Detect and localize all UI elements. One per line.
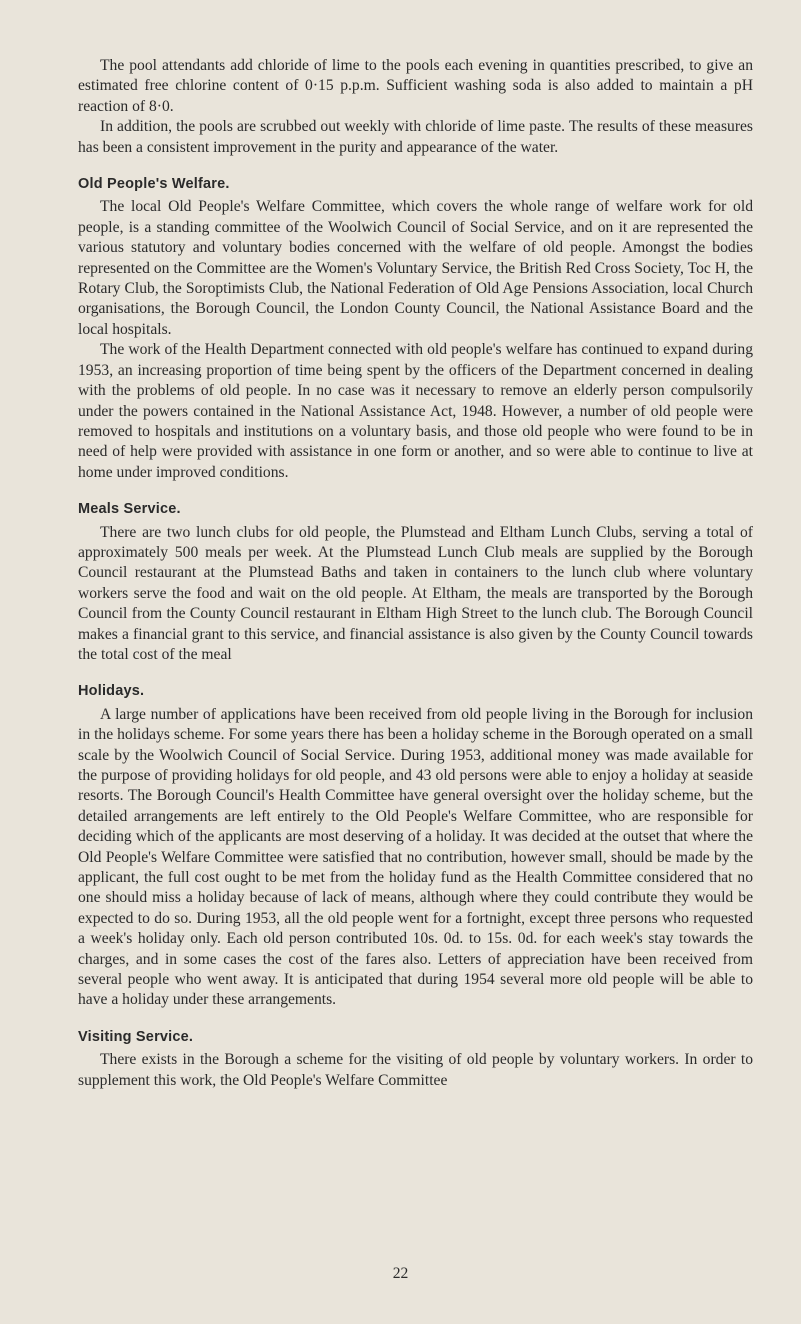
paragraph-lunch-clubs: There are two lunch clubs for old people, the Plumstead and Eltham Lunch Clubs, serving a total of approximately 500 meals per week. At the Plumstead Lunch Club meals are supplied by the Borough Council restaurant at the Plumstead Baths and taken in containers to the lunch club where voluntary workers serve the food and wait on the old people. At Eltham, the meals are transported by the Borough Council from the County Council restaurant in Eltham High Street to the lunch club. The Borough Council makes a financial grant to this service, and financial assistance is also given by the County Council towards the total cost of the meal: [78, 523, 753, 663]
paragraph-pool-chlorination: The pool attendants add chloride of lime to the pools each evening in quantities prescribed, to give an estimated free chlorine content of 0·15 p.p.m. Sufficient washing soda is also added to maintain a pH reaction of 8·0.: [78, 57, 753, 115]
paragraph-health-department-work: The work of the Health Department connected with old people's welfare has continued to expand during 1953, an increasing proportion of time being spent by the officers of the Department concerned in dealing with the problems of old people. In no case was it necessary to remove an elderly person compulsorily under the powers contained in the National Assistance Act, 1948. However, a number of old people were removed to hospitals and institutions on a voluntary basis, and those old people who were found to be in need of help were provided with assistance in one form or another, and so were able to continue to live at home under improved conditions.: [78, 341, 753, 481]
page-number: 22: [392, 1265, 409, 1282]
heading-meals-service: Meals Service.: [78, 501, 181, 518]
heading-visiting-service: Visiting Service.: [78, 1028, 194, 1045]
paragraph-holiday-scheme: A large number of applications have been received from old people living in the Borough for inclusion in the holidays scheme. For some years there has been a holiday scheme in the Borough operated on a small scale by the Woolwich Council of Social Service. During 1953, additional money was made available for the purpose of providing holidays for old people, and 43 old persons were able to enjoy a holiday at seaside resorts. The Borough Council's Health Committee have general oversight over the holiday scheme, but the detailed arrangements are left entirely to the Old People's Welfare Committee, who are responsible for deciding which of the applicants are most deserving of a holiday. It was decided at the outset that where the Old People's Welfare Committee were satisfied that no contribution, however small, should be made by the applicant, the full cost ought to be met from the holiday fund as the Health Committee considered that no one should miss a holiday because of lack of means, although where they could contribute they would be expected to do so. During 1953, all the old people went for a fortnight, except three persons who requested a week's holiday only. Each old person contributed 10s. 0d. to 15s. 0d. for each week's stay towards the charges, and in some cases the cost of the fares also. Letters of appreciation have been received from several people who went away. It is anticipated that during 1954 several more old people will be able to have a holiday under these arrangements.: [78, 705, 753, 1009]
paragraph-visiting-scheme: There exists in the Borough a scheme for the visiting of old people by voluntary workers. In order to supplement this work, the Old People's Welfare Committee: [78, 1051, 753, 1089]
heading-holidays: Holidays.: [78, 683, 145, 700]
paragraph-pool-scrubbing: In addition, the pools are scrubbed out weekly with chloride of lime paste. The results of these measures has been a consistent improvement in the purity and appearance of the water.: [78, 118, 753, 156]
heading-old-peoples-welfare: Old People's Welfare.: [78, 176, 230, 193]
paragraph-welfare-committee: The local Old People's Welfare Committee, which covers the whole range of welfare work for old people, is a standing committee of the Woolwich Council of Social Service, and on it are represented the various statutory and voluntary bodies concerned with the welfare of old people. Amongst the bodies represented on the Committee are the Women's Voluntary Service, the British Red Cross Society, Toc H, the Rotary Club, the Soroptimists Club, the National Federation of Old Age Pensions Association, local Church organisations, the Borough Council, the London County Council, the National Assistance Board and the local hospitals.: [78, 198, 753, 338]
document-body: [78, 56, 753, 1091]
